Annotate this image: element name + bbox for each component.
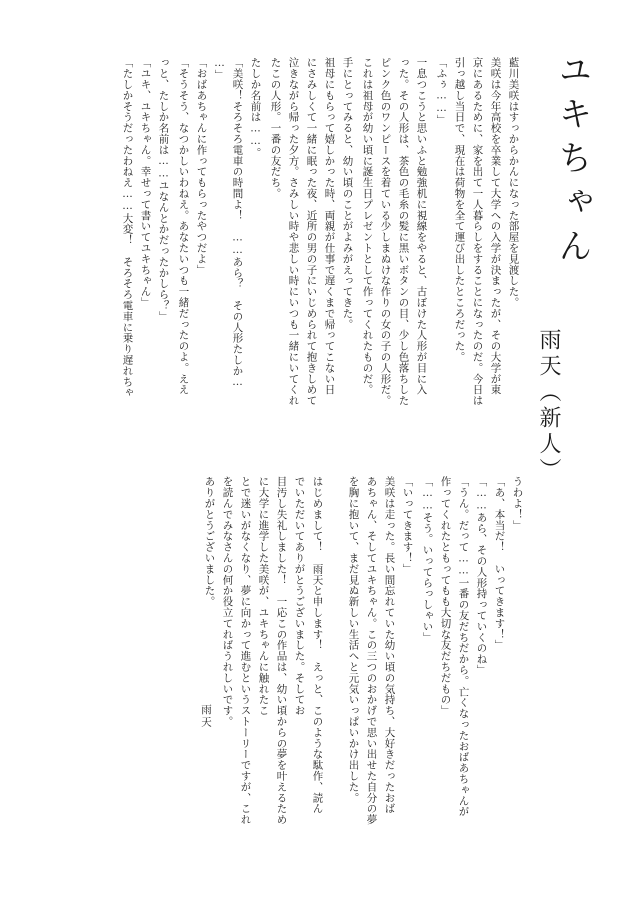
body-column: 「たしかそうだったわねえ……大変！ そろそろ電車に乗り遅れちゃ (121, 57, 134, 398)
body-column: 作ってくれたともってもも大切な友だちだもの」 (439, 476, 452, 716)
story-title: ユキちゃん (552, 52, 592, 272)
body-column: …」 (213, 57, 226, 81)
body-column: 泣きながら帰った夕方。さみしい時や悲しい時にいつも一緒にいてくれ (287, 57, 300, 406)
body-column: 一息つこうと思いふと勉強机に視線をやると、古ぼけた人形が目に入 (415, 57, 428, 395)
body-column: 「美咲！そろそろ電車の時間よ！ ……あら？ その人形たしか… (231, 57, 244, 389)
body-column: 「うん。だって……一番の友だちだから。亡くなったおばあちゃんが (457, 476, 470, 817)
afterword-column: とで迷いがなくなり、夢に向かって進むというストーリーですが、これ (239, 476, 252, 825)
body-column: うわよ！」 (511, 476, 524, 531)
body-column: っと、たしか名前は……ユなんとかだったかしら？」 (157, 57, 170, 322)
afterword-column: に大学に進学した美咲が、ユキちゃんに触れたこ (257, 476, 270, 716)
afterword-column: を読んでみなさんの何か役立てればうれしいです。 (221, 476, 234, 727)
body-column: った。その人形は、茶色の毛糸の髪に黒いボタンの目、少し色落ちした (397, 57, 410, 406)
body-column: 「そうそう、なつかしいわねえ。あなたいつも一緒だったのよ。ええ (177, 57, 190, 395)
body-column: あちゃん、そしてユキちゃん。この三つのおかげで思い出せた自分の夢 (365, 476, 378, 825)
body-column: 「……あら、その人形持っていくのね」 (475, 476, 488, 676)
body-column: ピンク色のワンピースを着ている少しまぬけな作りの女の子の人形だ。 (379, 57, 392, 406)
afterword-column: ありがとうございました。 (203, 476, 216, 607)
body-column: 祖母にもらって嬉しかった時、両親が仕事で遅くまで帰ってこない日 (323, 57, 336, 395)
body-column: 手にとってみると、幼い頃のことがよみがえってきた。 (341, 57, 354, 330)
afterword-column: でいただいてありがとうございました。そしてお (293, 476, 306, 716)
body-column: たこの人形。一番の友だち。 (269, 57, 282, 199)
body-column: たしか名前は……。 (249, 57, 262, 159)
body-column: 「……そう。いってらっしゃい」 (421, 476, 434, 643)
body-column: これは祖母が幼い頃に誕生日プレゼントとして作ってくれたものだ。 (361, 57, 374, 395)
body-column: 「あ、本当だ！ いってきます！」 (493, 476, 506, 651)
body-column: 美咲は今年高校を卒業して大学への入学が決まったが、その大学が東 (489, 57, 502, 395)
body-column: 藍川美咲はすっからかんになった部屋を見渡した。 (507, 57, 520, 308)
body-column: 「いってきます！」 (401, 476, 414, 575)
body-column: を胸に抱いて、まだ見ぬ新しい生活へと元気いっぱいかけ出した。 (347, 476, 360, 803)
body-column: 「ふぅ……」 (435, 57, 448, 126)
afterword-column: はじめまして！ 雨天と申します！ えっと、このような駄作、読ん (311, 476, 324, 814)
body-column: 引っ越し当日で、現在は荷物を全て運び出したところだった。 (453, 57, 466, 363)
author-name: 雨天（新人） (536, 328, 561, 484)
author-signature: 雨天 (200, 704, 212, 729)
body-column: 「ユキ、ユキちゃん。幸せって書いてユキちゃん」 (139, 57, 152, 308)
afterword-column: 目汚し失礼しました！ 一応この作品は、幼い頃からの夢を叶えるため (275, 476, 288, 825)
body-column: 「おばあちゃんに作ってもらったやつだよ」 (195, 57, 208, 275)
body-column: 美咲は走った。長い間忘れていた幼い頃の気持ち、大好きだったおば (383, 476, 396, 814)
body-column: 京にあるために、家を出て一人暮らしをすることになったのだ。今日は (471, 57, 484, 406)
body-column: にさみしくて一緒に眠った夜、近所の男の子にいじめられて抱きしめて (305, 57, 318, 406)
